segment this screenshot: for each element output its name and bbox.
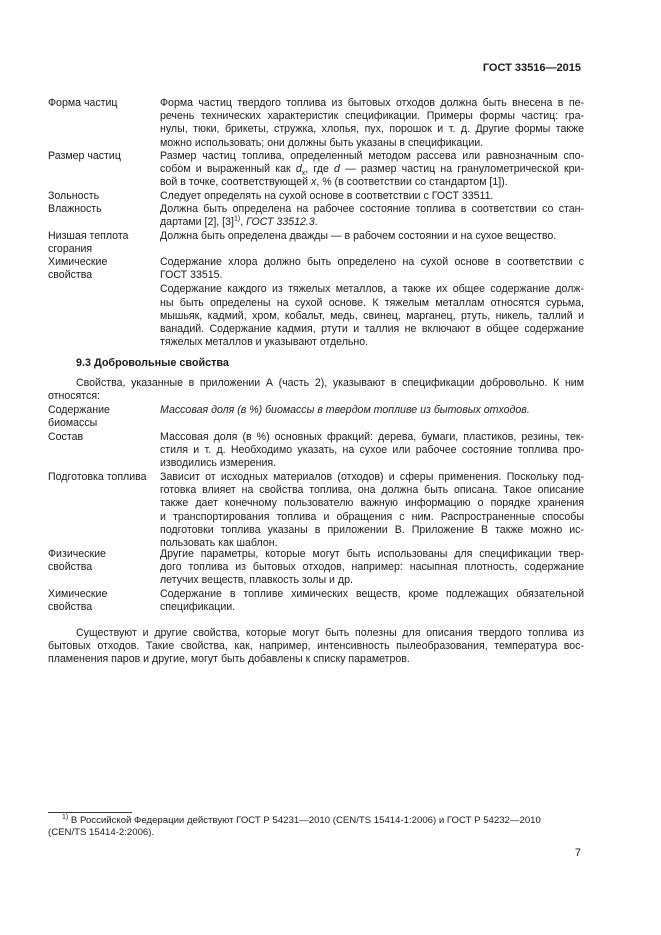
term-description: Другие параметры, которые могут быть использованы для спецификации твер- дого топлива из бытовых отходов, например: насыпная плотность, содержание летучих веществ, плавкость золы и др. <box>160 548 584 587</box>
term-description: Должна быть определена дважды — в рабочем состоянии и на сухое вещество. <box>160 230 557 242</box>
term-description: Массовая доля (в %) биомассы в твердом топливе из бытовых отходов. <box>160 404 530 416</box>
term-label: Форма частиц <box>48 97 118 109</box>
footnote-divider <box>48 812 132 813</box>
term-description: Содержание хлора должно быть определено на сухой основе в соответствии с ГОСТ 33515. Содержание каждого из тяжелых металлов, а также их общее содержание долж- ны быть определены на сухой основе. К тяжелым металлам относятся сурьма, мышьяк, кадмий, хром, кобальт, медь, свинец, марганец, ртуть, никель, таллий и ванадий. Содержание кадмия, ртути и таллия не включают в общее содержание тяжелых металлов и указывают отдельно. <box>160 256 584 349</box>
section-intro: Свойства, указанные в приложении А (часть 2), указывают в спецификации добровольно. К ним относятся: <box>48 377 584 403</box>
term-label: Низшая теплота сгорания <box>48 230 129 256</box>
term-label: Химические свойства <box>48 588 108 614</box>
term-label: Физические свойства <box>48 548 106 574</box>
term-label: Влажность <box>48 203 102 215</box>
footnote-mark: 1) <box>62 813 69 821</box>
term-description: Массовая доля (в %) основных фракций: дерева, бумаги, пластиков, резины, тек- стиля и т. д. Необходимо указать, на сухое или рабочее состояние топлива про- изводились измерения. <box>160 431 584 470</box>
term-description: Зависит от исходных материалов (отходов) и сферы применения. Поскольку под- готовка влияет на свойства топлива, она должна быть описана. Такое описание также дает конечному пользователю важную информацию о порядке хранения и транспортирования топлива и обращения с ним. Распространенные способы подготовки топлива указаны в приложении В. Приложение В также можно ис- пользовать как шаблон. <box>160 471 584 550</box>
section-heading: 9.3 Добровольные свойства <box>76 357 229 369</box>
term-label: Подготовка топлива <box>48 471 147 483</box>
term-description: Должна быть определена на рабочее состояние топлива в соответствии со стан- дартами [2], $[3]^{1)}$, ГОСТ 33512.3. <box>160 203 584 229</box>
term-label: Содержание биомассы <box>48 404 110 430</box>
document-code-header: ГОСТ 33516—2015 <box>482 62 581 74</box>
term-description: Размер частиц топлива, определенный методом рассева или равнозначным спо- собом и выраженный как $d_x$, где d — размер частиц на гранулометрической кри- вой в точке, соответствующей x, % (в соответствии со стандартом [1]). <box>160 150 584 189</box>
term-description: Форма частиц твердого топлива из бытовых отходов должна быть внесена в пе- речень технических характеристик спецификации. Примеры формы частиц: гра- нулы, тюки, брикеты, стружка, хлопья, пух, порошок и т. д. Другие формы также можно использовать; они должны быть указаны в спецификации. <box>160 97 584 149</box>
term-label: Зольность <box>48 190 100 202</box>
term-label: Химические свойства <box>48 256 108 282</box>
term-description: Содержание в топливе химических веществ, кроме подлежащих обязательной спецификации. <box>160 588 584 614</box>
page-number: 7 <box>574 847 581 859</box>
footnote-ref: 1) <box>233 215 241 223</box>
term-description: Следует определять на сухой основе в соответствии с ГОСТ 33511. <box>160 190 494 202</box>
term-label: Размер частиц <box>48 150 121 162</box>
footnote: $^{1)}$ В Российской Федерации действуют ГОСТ Р 54231—2010 (CEN/TS 15414-1:2006) и ГОСТ Р 54232—2010 (CEN/TS 15414-2:2006). <box>48 813 541 838</box>
formula-line: собом и выраженный как $d_x$, где d — размер частиц на гранулометрической кри- <box>160 163 584 178</box>
term-label: Состав <box>48 431 84 443</box>
closing-paragraph: Существуют и другие свойства, которые могут быть полезны для описания твердого топлива из бытовых отходов. Такие свойства, как, например, интенсивность пылеобразования, температура вос- пламенения паров и другие, могут быть добавлены к списку параметров. <box>48 627 584 666</box>
